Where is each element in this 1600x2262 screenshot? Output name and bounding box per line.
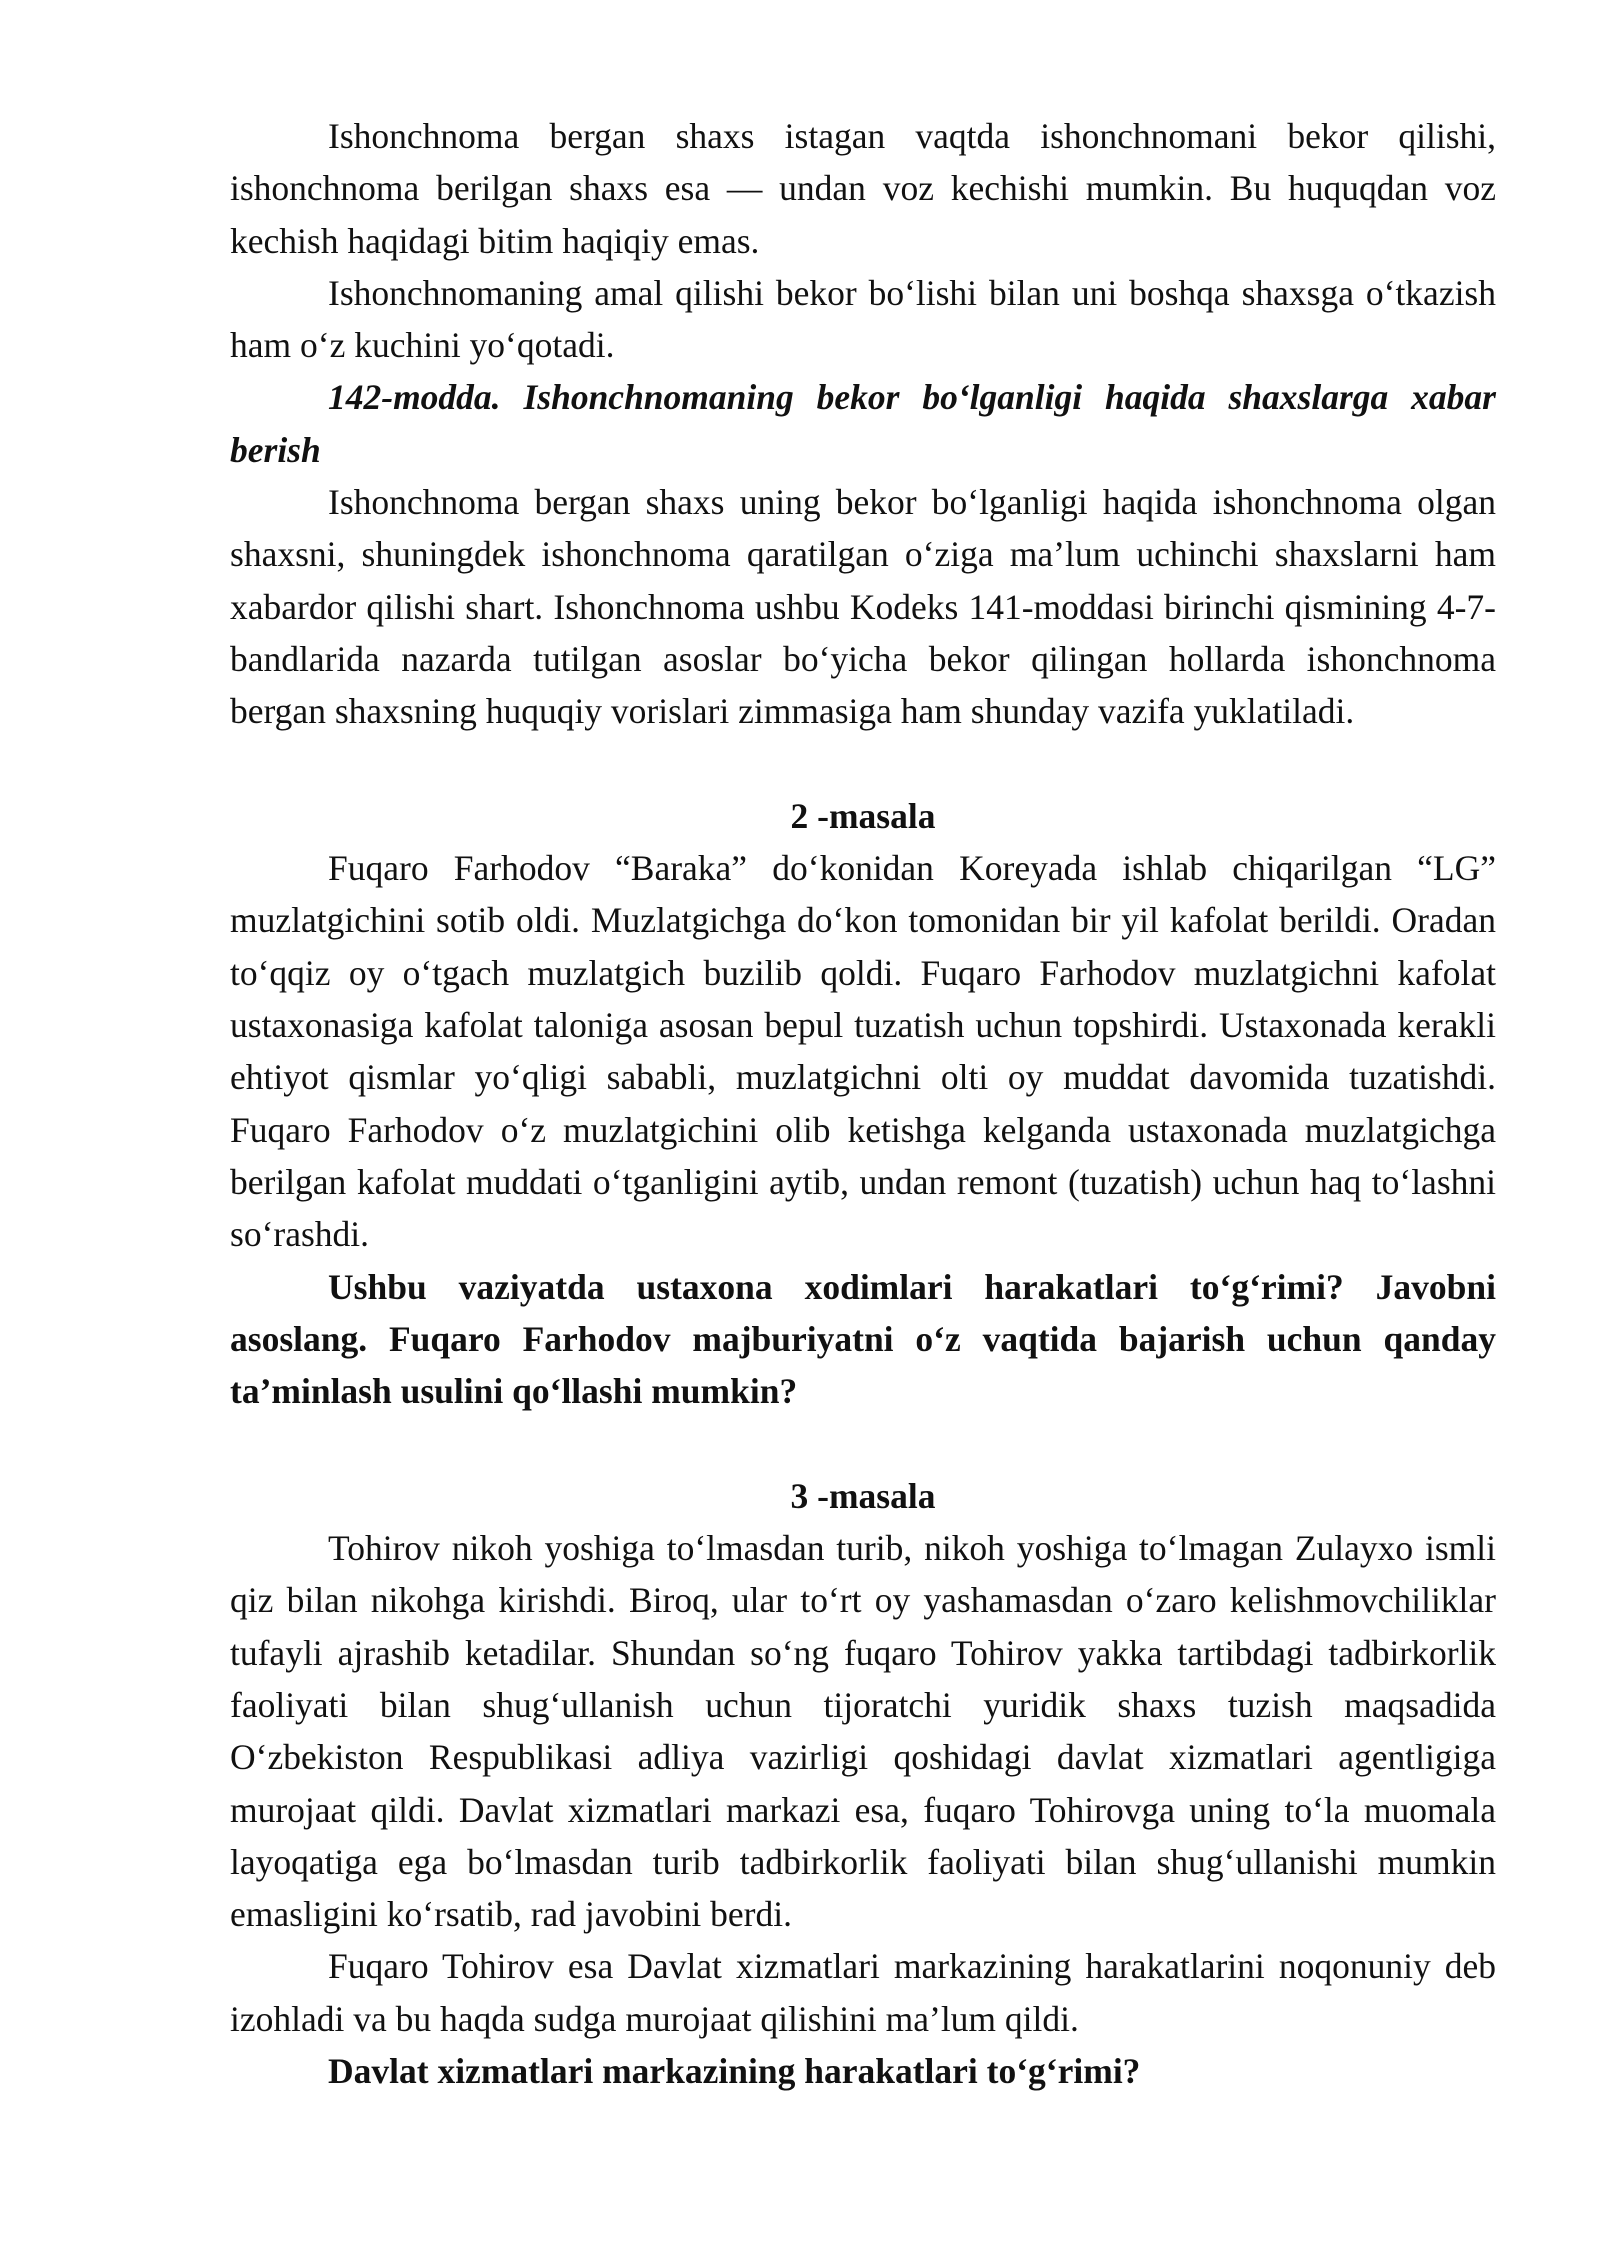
document-page	[230, 110, 1496, 2097]
section-spacer	[230, 1417, 1496, 1469]
problem-2-title: 2 -masala	[790, 795, 936, 836]
problem-3-title: 3 -masala	[790, 1475, 936, 1516]
problem-3-text-continued: Fuqaro Tohirov esa Davlat xizmatlari markazining harakatlarini noqonuniy deb izohladi va bu haqda sudga murojaat qilishini ma’lum qildi.	[230, 1946, 1496, 2039]
paragraph-notification-duty: Ishonchnoma bergan shaxs uning bekor bo‘lganligi haqida ishonchnoma olgan shaxsni, shuningdek ishonchnoma qaratilgan o‘ziga ma’lum uchinchi shaxslarni ham xabardor qilishi shart. Ishonchnoma ushbu Kodeks 141-moddasi birinchi qismining 4-7-bandlarida nazarda tutilgan asoslar bo‘yicha bekor qilingan hollarda ishonchnoma bergan shaxsning huquqiy vorislari zimmasiga ham shunday vazifa yuklatiladi.	[230, 482, 1496, 732]
problem-3-text: Tohirov nikoh yoshiga to‘lmasdan turib, nikoh yoshiga to‘lmagan Zulayxo ismli qiz bilan nikohga kirishdi. Biroq, ular to‘rt oy yashamasdan o‘zaro kelishmovchiliklar tufayli ajrashib ketadilar. Shundan so‘ng fuqaro Tohirov yakka tartibdagi tadbirkorlik faoliyati bilan shug‘ullanish uchun tijoratchi yuridik shaxs tuzish maqsadida O‘zbekiston Respublikasi adliya vazirligi qoshidagi davlat xizmatlari agentligiga murojaat qildi. Davlat xizmatlari markazi esa, fuqaro Tohirovga uning to‘la muomala layoqatiga ega bo‘lmasdan turib tadbirkorlik faoliyati bilan shug‘ullanishi mumkin emasligini ko‘rsatib, rad javobini berdi.	[230, 1528, 1496, 1935]
article-142-heading: 142-modda. Ishonchnomaning bekor bo‘lganligi haqida shaxslarga xabar berish	[230, 377, 1496, 470]
paragraph-transfer-loss: Ishonchnomaning amal qilishi bekor bo‘lishi bilan uni boshqa shaxsga o‘tkazish ham o‘z kuchini yo‘qotadi.	[230, 272, 1496, 366]
problem-3-question: Davlat xizmatlari markazining harakatlari to‘g‘rimi?	[328, 2050, 1141, 2091]
paragraph-revocation-right: Ishonchnoma bergan shaxs istagan vaqtda ishonchnomani bekor qilishi, ishonchnoma berilgan shaxs esa — undan voz kechishi mumkin. Bu huquqdan voz kechish haqidagi bitim haqiqiy emas.	[230, 116, 1496, 261]
section-spacer	[230, 738, 1496, 790]
problem-2-text: Fuqaro Farhodov “Baraka” do‘konidan Koreyada ishlab chiqarilgan “LG” muzlatgichini sotib oldi. Muzlatgichga do‘kon tomonidan bir yil kafolat berildi. Oradan to‘qqiz oy o‘tgach muzlatgich buzilib qoldi. Fuqaro Farhodov muzlatgichni kafolat ustaxonasiga kafolat taloniga asosan bepul tuzatish uchun topshirdi. Ustaxonada kerakli ehtiyot qismlar yo‘qligi sababli, muzlatgichni olti oy muddat davomida tuzatishdi. Fuqaro Farhodov o‘z muzlatgichini olib ketishga kelganda ustaxonada muzlatgichga berilgan kafolat muddati o‘tganligini aytib, undan remont (tuzatish) uchun haq to‘lashni so‘rashdi.	[230, 848, 1496, 1255]
problem-2-question: Ushbu vaziyatda ustaxona xodimlari harakatlari to‘g‘rimi? Javobni asoslang. Fuqaro Farhodov majburiyatni o‘z vaqtida bajarish uchun qanday ta’minlash usulini qo‘llashi mumkin?	[230, 1266, 1496, 1412]
